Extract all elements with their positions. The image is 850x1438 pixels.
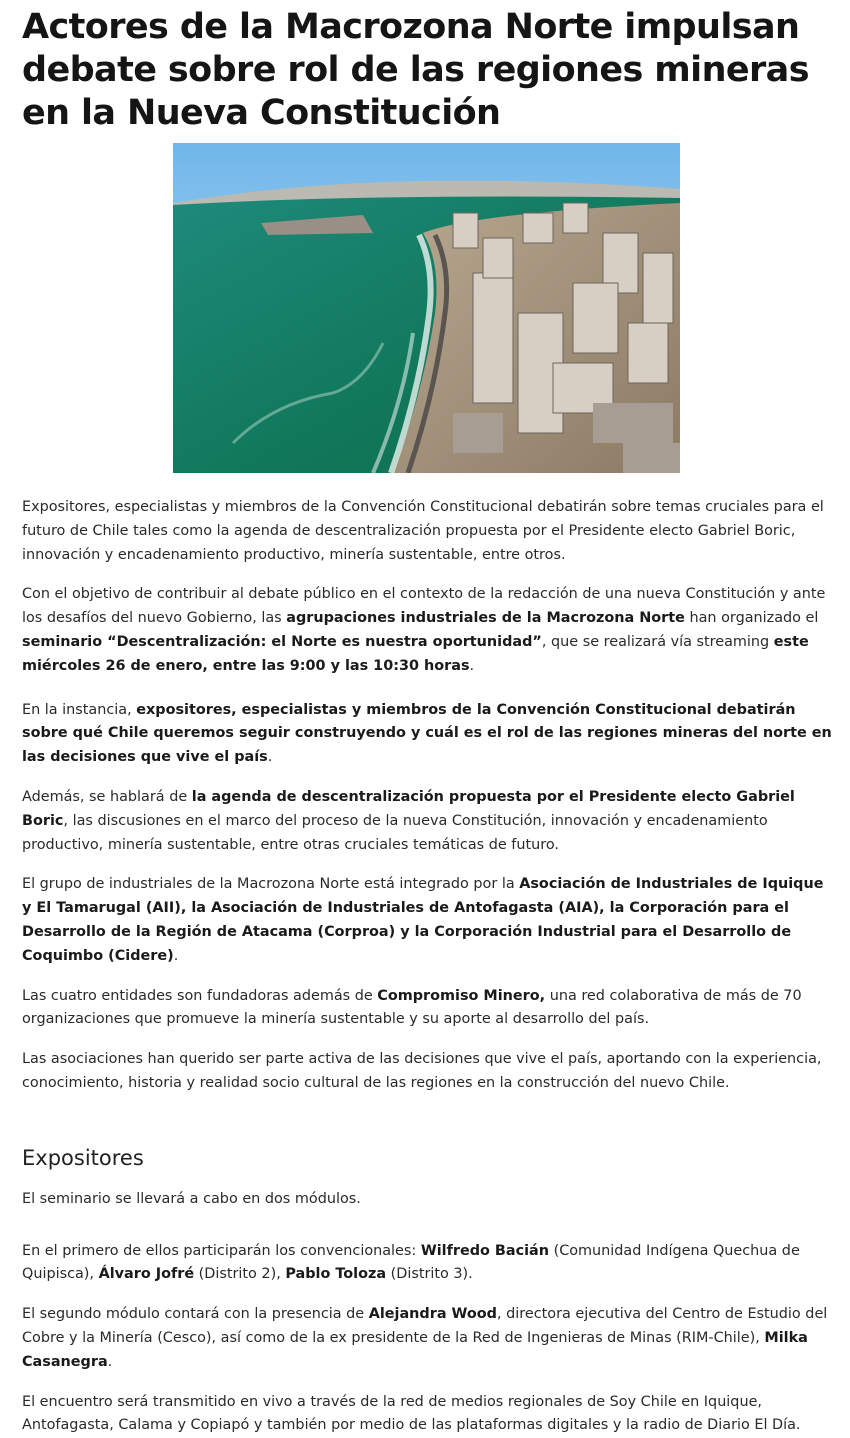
article-title: Actores de la Macrozona Norte impulsan debate sobre rol de las regiones mineras en la Nueva Constitución	[22, 7, 809, 133]
paragraph-first-module: En el primero de ellos participarán los convencionales: Wilfredo Bacián (Comunidad Indígena Quechua de Quipisca), Álvaro Jofré (Distrito 2), Pablo Toloza (Distrito 3).	[22, 1242, 800, 1283]
paragraph-instance: En la instancia, expositores, especialistas y miembros de la Convención Constitucional debatirán sobre qué Chile queremos seguir construyendo y cuál es el rol de las regiones mineras del norte en las decisiones que vive el país.	[22, 701, 832, 766]
paragraph-second-module: El segundo módulo contará con la presencia de Alejandra Wood, directora ejecutiva del Centro de Estudio del Cobre y la Minería (Cesco), así como de la ex presidente de la Red de Ingenieras de Minas (RIM-Chile), Milka Casanegra.	[22, 1306, 828, 1370]
section-heading-expositores: Expositores	[22, 1145, 144, 1170]
aerial-city-illustration	[173, 143, 680, 473]
paragraph-modules: El seminario se llevará a cabo en dos módulos.	[22, 1190, 361, 1207]
paragraph-agenda: Además, se hablará de la agenda de descentralización propuesta por el Presidente electo Gabriel Boric, las discusiones en el marco del proceso de la nueva Constitución, innovación y encadenamiento productivo, minería sustentable, entre otras cruciales temáticas de futuro.	[22, 788, 795, 853]
paragraph-founders: Las cuatro entidades son fundadoras además de Compromiso Minero, una red colaborativa de más de 70 organizaciones que promueve la minería sustentable y su aporte al desarrollo del país.	[22, 987, 802, 1028]
paragraph-intro: Expositores, especialistas y miembros de la Convención Constitucional debatirán sobre temas cruciales para el futuro de Chile tales como la agenda de descentralización propuesta por el Presidente electo Gabriel Boric, innovación y encadenamiento productivo, minería sustentable, entre otros.	[22, 499, 824, 563]
paragraph-broadcast: El encuentro será transmitido en vivo a través de la red de medios regionales de Soy Chile en Iquique, Antofagasta, Calama y Copiapó y también por medio de las plataformas digitales y la radio de Diario El Día.	[22, 1393, 801, 1434]
hero-image	[173, 143, 680, 473]
article	[22, 0, 832, 135]
paragraph-associations: Las asociaciones han querido ser parte activa de las decisiones que vive el país, aportando con la experiencia, conocimiento, historia y realidad socio cultural de las regiones en la construcción del nuevo Chile.	[22, 1051, 822, 1091]
paragraph-objective: Con el objetivo de contribuir al debate público en el contexto de la redacción de una nueva Constitución y ante los desafíos del nuevo Gobierno, las agrupaciones industriales de la Macrozona Norte han organizado el seminario “Descentralización: el Norte es nuestra oportunidad”, que se realizará vía streaming este miércoles 26 de enero, entre las 9:00 y las 10:30 horas.	[22, 586, 826, 674]
article-body	[22, 496, 832, 1438]
paragraph-group: El grupo de industriales de la Macrozona Norte está integrado por la Asociación de Industriales de Iquique y El Tamarugal (AII), la Asociación de Industriales de Antofagasta (AIA), la Corporación para el Desarrollo de la Región de Atacama (Corproa) y la Corporación Industrial para el Desarrollo de Coquimbo (Cidere).	[22, 876, 824, 964]
